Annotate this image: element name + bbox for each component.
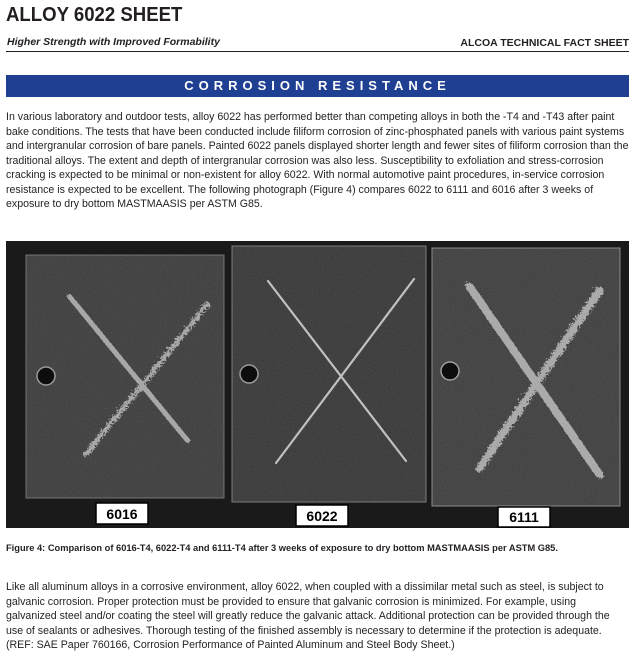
intro-paragraph: In various laboratory and outdoor tests, alloy 6022 has performed better than competing alloys in both the -T4 and -T43 after paint bake conditions. The tests that have been conducted include filiform corrosion of zinc-phosphated panels with various paint systems and intergranular corrosion of bare panels. Painted 6022 panels displayed shorter length and fewer sites of filiform corrosion than the traditional alloys. The extent and depth of intergranular corrosion was also less. Susceptibility to exfoliation and stress-corrosion cracking is expected to be minimal or non-existent for alloy 6022. With normal automotive paint procedures, in-service corrosion resistance is expected to be excellent. The following photograph (Figure 4) compares 6022 to 6111 and 6016 after 3 weeks of exposure to dry bottom MASTMAASIS per ASTM G85.: [6, 111, 629, 210]
panel-label-6016: 6016: [106, 506, 138, 522]
section-heading: CORROSION RESISTANCE: [6, 75, 629, 97]
test-panel-6022: [232, 246, 426, 502]
test-panel-6016: [26, 255, 224, 498]
panel-label-6111: 6111: [509, 509, 539, 525]
panel-label-6022: 6022: [306, 508, 338, 524]
corrosion-photograph: [6, 241, 629, 528]
page-title: ALLOY 6022 SHEET: [6, 4, 183, 26]
galvanic-paragraph: Like all aluminum alloys in a corrosive environment, alloy 6022, when coupled with a dissimilar metal such as steel, is subject to galvanic corrosion. Proper protection must be provided to ensure that galvanic corrosion is minimized. For example, using galvanized steel and/or coating the steel will greatly reduce the galvanic attack. Additional protection can be provided through the use of sealants or adhesives. Thorough testing of the finished assembly is necessary to determine if the protection is adequate. (REF: SAE Paper 760166, Corrosion Performance of Painted Aluminum and Steel Body Sheet.): [6, 581, 610, 651]
figure-caption: Figure 4: Comparison of 6016-T4, 6022-T4 and 6111-T4 after 3 weeks of exposure to dry bottom MASTMAASIS per ASTM G85.: [6, 543, 558, 553]
header-rule: [6, 51, 629, 52]
document-type-label: ALCOA TECHNICAL FACT SHEET: [460, 37, 629, 49]
test-panel-6111: [432, 248, 620, 506]
page-subtitle: Higher Strength with Improved Formability: [7, 36, 220, 48]
